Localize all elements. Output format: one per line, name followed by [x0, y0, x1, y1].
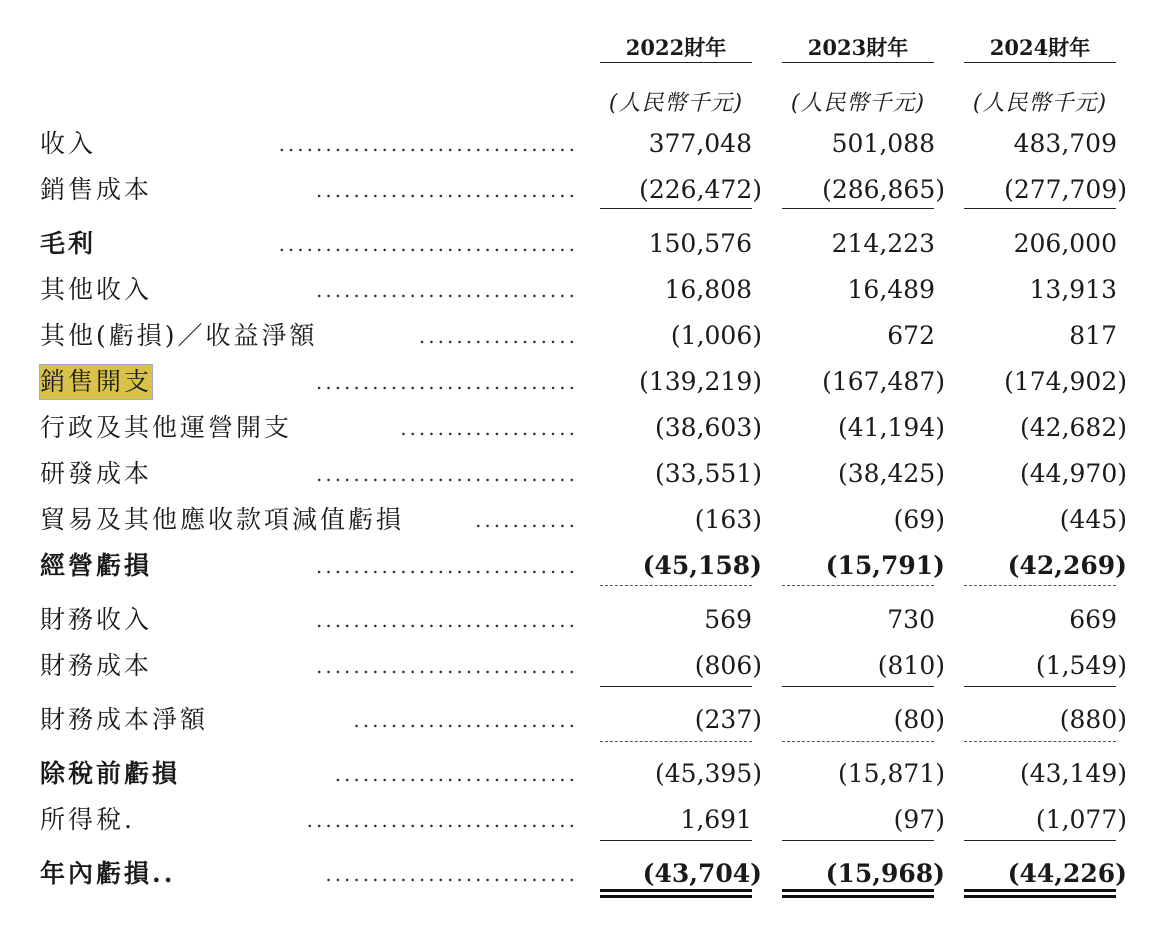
row-value-col-3: 13,913	[1029, 275, 1117, 304]
row-value-col-3: (43,149)	[1020, 759, 1127, 788]
dashed-separator	[782, 585, 934, 586]
table-row	[0, 757, 1150, 791]
row-label: 財務成本	[40, 651, 153, 680]
row-value-col-1: (45,158)	[642, 551, 762, 580]
row-value-col-2: (69)	[893, 505, 945, 534]
leader-dots: .............................	[306, 808, 578, 832]
subtotal-line	[964, 208, 1116, 209]
row-value-col-3: (1,077)	[1035, 805, 1127, 834]
row-value-col-1: (45,395)	[655, 759, 762, 788]
subtotal-line	[782, 840, 934, 841]
row-value-col-2: 501,088	[831, 129, 935, 158]
row-value-col-3: 669	[1069, 605, 1117, 634]
row-label: 收入	[40, 129, 97, 158]
row-label: 財務成本淨額	[40, 705, 209, 734]
row-value-col-3: (174,902)	[1004, 367, 1127, 396]
row-value-col-1: (163)	[694, 505, 762, 534]
total-double-underline	[600, 889, 752, 898]
row-value-col-2: 672	[887, 321, 935, 350]
subtotal-line	[600, 840, 752, 841]
row-value-col-3: (277,709)	[1004, 175, 1127, 204]
leader-dots: ..........................	[334, 762, 578, 786]
table-row	[0, 603, 1150, 637]
subtotal-line	[782, 686, 934, 687]
subtotal-line	[782, 208, 934, 209]
table-row	[0, 319, 1150, 353]
row-value-col-2: (38,425)	[838, 459, 945, 488]
row-value-col-2: (167,487)	[822, 367, 945, 396]
dashed-separator	[600, 741, 752, 742]
table-row	[0, 803, 1150, 837]
leader-dots: ............................	[315, 654, 578, 678]
row-value-col-2: (286,865)	[822, 175, 945, 204]
leader-dots: .................	[418, 324, 578, 348]
leader-dots: ........................	[353, 708, 578, 732]
row-value-col-2: (41,194)	[838, 413, 945, 442]
leader-dots: ...........	[475, 508, 578, 532]
header-underline-2024	[964, 62, 1116, 63]
row-value-col-2: 16,489	[847, 275, 935, 304]
leader-dots: ............................	[315, 608, 578, 632]
row-value-col-3: (44,226)	[1007, 859, 1127, 888]
row-value-col-2: (97)	[893, 805, 945, 834]
subtotal-line	[964, 686, 1116, 687]
row-value-col-2: (810)	[877, 651, 945, 680]
total-double-underline	[964, 889, 1116, 898]
dashed-separator	[600, 585, 752, 586]
row-value-col-1: (237)	[694, 705, 762, 734]
row-label: 銷售成本	[40, 175, 153, 204]
leader-dots: ................................	[278, 232, 578, 256]
row-label: 毛利	[40, 229, 97, 258]
unit-label-2023: (人民幣千元)	[790, 91, 926, 116]
row-value-col-3: 483,709	[1013, 129, 1117, 158]
row-value-col-2: 730	[887, 605, 935, 634]
dashed-separator	[964, 585, 1116, 586]
row-value-col-2: (15,968)	[825, 859, 945, 888]
row-label: 貿易及其他應收款項減值虧損	[40, 505, 405, 534]
table-row	[0, 549, 1150, 583]
table-row	[0, 857, 1150, 891]
row-value-col-1: (139,219)	[639, 367, 762, 396]
table-row	[0, 127, 1150, 161]
leader-dots: ............................	[315, 370, 578, 394]
row-label: 其他(虧損)／收益淨額	[40, 321, 318, 350]
row-value-col-3: (880)	[1059, 705, 1127, 734]
row-value-col-3: (42,269)	[1007, 551, 1127, 580]
leader-dots: ............................	[315, 178, 578, 202]
row-value-col-3: (42,682)	[1020, 413, 1127, 442]
header-underline-2023	[782, 62, 934, 63]
table-row	[0, 411, 1150, 445]
leader-dots: ............................	[315, 278, 578, 302]
row-label: 除稅前虧損	[40, 759, 181, 788]
table-row	[0, 273, 1150, 307]
subtotal-line	[964, 840, 1116, 841]
leader-dots: ...................	[400, 416, 578, 440]
table-row	[0, 457, 1150, 491]
row-label: 財務收入	[40, 605, 153, 634]
row-value-col-1: (43,704)	[642, 859, 762, 888]
row-value-col-2: (80)	[893, 705, 945, 734]
table-row	[0, 365, 1150, 399]
row-value-col-1: (806)	[694, 651, 762, 680]
column-header-2022: 2022財年	[625, 35, 727, 60]
subtotal-line	[600, 208, 752, 209]
leader-dots: ...........................	[325, 862, 578, 886]
table-row	[0, 503, 1150, 537]
dashed-separator	[964, 741, 1116, 742]
row-value-col-1: (1,006)	[670, 321, 762, 350]
column-header-2024: 2024財年	[989, 35, 1091, 60]
table-row	[0, 703, 1150, 737]
leader-dots: ............................	[315, 554, 578, 578]
leader-dots: ............................	[315, 462, 578, 486]
table-row	[0, 173, 1150, 207]
row-value-col-1: 16,808	[664, 275, 752, 304]
total-double-underline	[782, 889, 934, 898]
row-value-col-1: (33,551)	[655, 459, 762, 488]
row-value-col-2: (15,791)	[825, 551, 945, 580]
dashed-separator	[782, 741, 934, 742]
column-header-2023: 2023財年	[807, 35, 909, 60]
header-underline-2022	[600, 62, 752, 63]
row-label: 研發成本	[40, 459, 153, 488]
unit-label-2022: (人民幣千元)	[608, 91, 744, 116]
row-label: 所得稅.	[40, 805, 135, 834]
row-label: 年內虧損..	[40, 859, 176, 888]
row-value-col-3: (445)	[1059, 505, 1127, 534]
row-label: 行政及其他運營開支	[40, 413, 293, 442]
table-row	[0, 649, 1150, 683]
row-value-col-2: (15,871)	[838, 759, 945, 788]
row-value-col-1: 569	[704, 605, 752, 634]
row-label: 經營虧損	[40, 551, 153, 580]
row-value-col-1: (226,472)	[639, 175, 762, 204]
row-value-col-3: 206,000	[1013, 229, 1117, 258]
leader-dots: ................................	[278, 132, 578, 156]
row-value-col-3: (44,970)	[1020, 459, 1127, 488]
row-value-col-3: (1,549)	[1035, 651, 1127, 680]
row-value-col-1: 1,691	[680, 805, 752, 834]
row-value-col-3: 817	[1069, 321, 1117, 350]
row-label: 其他收入	[40, 275, 153, 304]
row-value-col-1: 377,048	[648, 129, 752, 158]
row-label: 銷售開支	[40, 365, 152, 399]
table-row	[0, 227, 1150, 261]
unit-label-2024: (人民幣千元)	[972, 91, 1108, 116]
row-value-col-1: (38,603)	[655, 413, 762, 442]
subtotal-line	[600, 686, 752, 687]
row-value-col-1: 150,576	[648, 229, 752, 258]
row-value-col-2: 214,223	[831, 229, 935, 258]
